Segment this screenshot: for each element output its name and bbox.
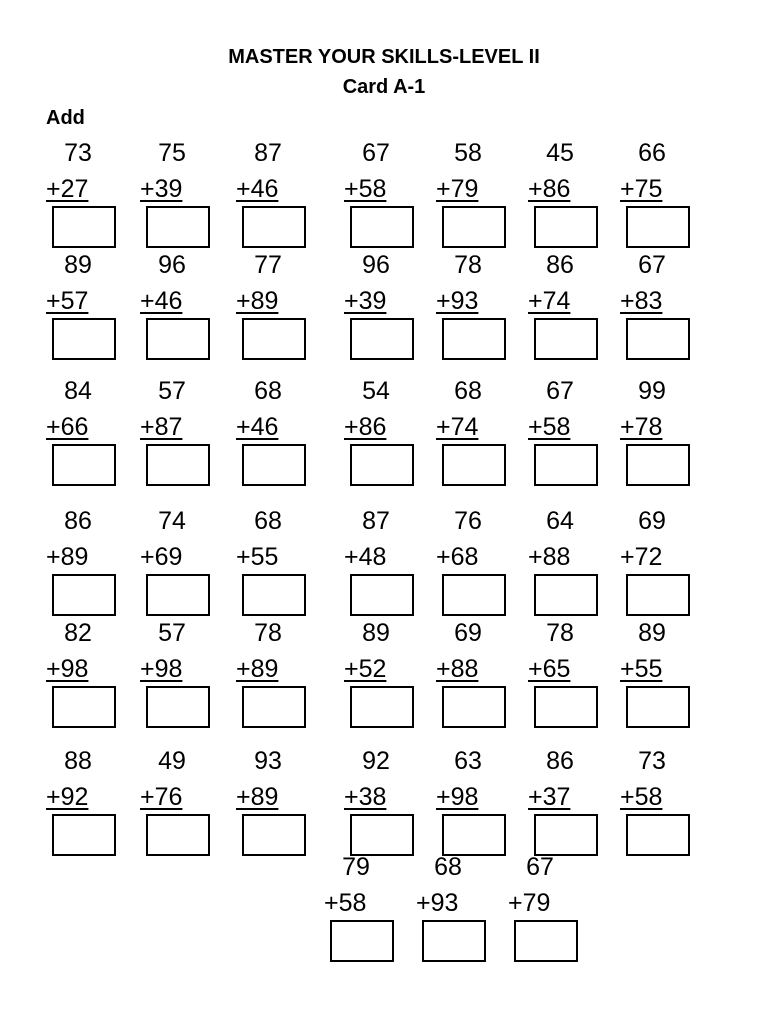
addition-problem [620, 746, 700, 876]
answer-box[interactable] [146, 444, 210, 486]
addition-problem [344, 138, 424, 268]
addition-problem [436, 506, 516, 636]
addition-problem [140, 138, 220, 268]
addition-problem [620, 138, 700, 268]
answer-box[interactable] [52, 686, 116, 728]
answer-box[interactable] [52, 318, 116, 360]
addend: +86 [528, 175, 571, 203]
answer-box[interactable] [242, 574, 306, 616]
top-number: 89 [638, 619, 666, 647]
top-number: 68 [254, 507, 282, 535]
answer-box[interactable] [350, 686, 414, 728]
addend: +93 [436, 287, 479, 315]
answer-box[interactable] [242, 444, 306, 486]
addition-problem [620, 618, 700, 748]
answer-box[interactable] [146, 206, 210, 248]
addition-problem [528, 618, 608, 748]
answer-box[interactable] [626, 206, 690, 248]
addition-problem [528, 138, 608, 268]
answer-box[interactable] [442, 444, 506, 486]
answer-box[interactable] [442, 206, 506, 248]
answer-box[interactable] [534, 686, 598, 728]
answer-box[interactable] [52, 444, 116, 486]
addend: +68 [436, 543, 479, 571]
addend: +52 [344, 655, 387, 683]
top-number: 67 [362, 139, 390, 167]
addition-problem [140, 506, 220, 636]
top-number: 82 [64, 619, 92, 647]
addend: +74 [436, 413, 479, 441]
addition-problem [528, 506, 608, 636]
addition-problem [528, 376, 608, 506]
addend: +48 [344, 543, 387, 571]
addition-problem [46, 506, 126, 636]
addition-problem [416, 852, 496, 982]
answer-box[interactable] [626, 318, 690, 360]
addend: +66 [46, 413, 89, 441]
addition-problem [620, 506, 700, 636]
top-number: 57 [158, 377, 186, 405]
addend: +98 [140, 655, 183, 683]
answer-box[interactable] [242, 686, 306, 728]
addition-problem [620, 376, 700, 506]
top-number: 77 [254, 251, 282, 279]
addend: +89 [236, 287, 279, 315]
addend: +58 [344, 175, 387, 203]
addend: +88 [436, 655, 479, 683]
answer-box[interactable] [350, 574, 414, 616]
answer-box[interactable] [146, 318, 210, 360]
answer-box[interactable] [242, 814, 306, 856]
addition-problem [324, 852, 404, 982]
top-number: 74 [158, 507, 186, 535]
answer-box[interactable] [626, 814, 690, 856]
addition-problem [436, 618, 516, 748]
top-number: 63 [454, 747, 482, 775]
addition-problem [436, 250, 516, 380]
answer-box[interactable] [626, 686, 690, 728]
page-title: MASTER YOUR SKILLS-LEVEL II [228, 46, 540, 68]
addition-problem [236, 618, 316, 748]
addend: +39 [140, 175, 183, 203]
top-number: 57 [158, 619, 186, 647]
top-number: 73 [638, 747, 666, 775]
addend: +88 [528, 543, 571, 571]
addition-problem [140, 618, 220, 748]
top-number: 86 [546, 251, 574, 279]
answer-box[interactable] [534, 814, 598, 856]
top-number: 79 [342, 853, 370, 881]
addition-problem [620, 250, 700, 380]
addition-problem [236, 376, 316, 506]
addend: +58 [620, 783, 663, 811]
addition-problem [46, 376, 126, 506]
addend: +46 [140, 287, 183, 315]
answer-box[interactable] [52, 206, 116, 248]
answer-box[interactable] [146, 686, 210, 728]
addend: +98 [46, 655, 89, 683]
addend: +83 [620, 287, 663, 315]
top-number: 69 [638, 507, 666, 535]
addend: +79 [508, 889, 551, 917]
answer-box[interactable] [350, 814, 414, 856]
addend: +89 [46, 543, 89, 571]
top-number: 86 [64, 507, 92, 535]
addend: +55 [620, 655, 663, 683]
addend: +92 [46, 783, 89, 811]
addend: +65 [528, 655, 571, 683]
top-number: 87 [362, 507, 390, 535]
top-number: 76 [454, 507, 482, 535]
answer-box[interactable] [146, 814, 210, 856]
addition-problem [46, 138, 126, 268]
addend: +58 [528, 413, 571, 441]
top-number: 66 [638, 139, 666, 167]
top-number: 68 [434, 853, 462, 881]
addition-problem [140, 746, 220, 876]
addend: +78 [620, 413, 663, 441]
top-number: 78 [254, 619, 282, 647]
addition-problem [436, 138, 516, 268]
top-number: 96 [362, 251, 390, 279]
top-number: 58 [454, 139, 482, 167]
addend: +79 [436, 175, 479, 203]
addition-problem [46, 746, 126, 876]
answer-box[interactable] [442, 814, 506, 856]
top-number: 86 [546, 747, 574, 775]
addend: +74 [528, 287, 571, 315]
top-number: 89 [362, 619, 390, 647]
addend: +55 [236, 543, 279, 571]
answer-box[interactable] [350, 318, 414, 360]
answer-box[interactable] [442, 574, 506, 616]
top-number: 68 [454, 377, 482, 405]
addend: +75 [620, 175, 663, 203]
addition-problem [528, 250, 608, 380]
addend: +98 [436, 783, 479, 811]
answer-box[interactable] [350, 206, 414, 248]
answer-box[interactable] [350, 444, 414, 486]
addition-problem [236, 506, 316, 636]
answer-box[interactable] [534, 444, 598, 486]
answer-box[interactable] [534, 318, 598, 360]
answer-box[interactable] [52, 574, 116, 616]
top-number: 78 [454, 251, 482, 279]
top-number: 68 [254, 377, 282, 405]
card-label: Card A-1 [342, 76, 426, 98]
top-number: 67 [638, 251, 666, 279]
addend: +76 [140, 783, 183, 811]
addition-problem [236, 250, 316, 380]
addition-problem [140, 376, 220, 506]
top-number: 99 [638, 377, 666, 405]
addend: +39 [344, 287, 387, 315]
addend: +37 [528, 783, 571, 811]
addition-problem [46, 250, 126, 380]
addition-problem [436, 376, 516, 506]
addend: +89 [236, 783, 279, 811]
addend: +46 [236, 175, 279, 203]
addend: +89 [236, 655, 279, 683]
top-number: 67 [526, 853, 554, 881]
answer-box[interactable] [626, 574, 690, 616]
addition-problem [344, 376, 424, 506]
answer-box[interactable] [442, 686, 506, 728]
top-number: 92 [362, 747, 390, 775]
top-number: 88 [64, 747, 92, 775]
addition-problem [236, 746, 316, 876]
addition-problem [344, 618, 424, 748]
top-number: 87 [254, 139, 282, 167]
addition-problem [344, 250, 424, 380]
addend: +93 [416, 889, 459, 917]
answer-box[interactable] [514, 920, 578, 962]
addend: +58 [324, 889, 367, 917]
top-number: 73 [64, 139, 92, 167]
answer-box[interactable] [330, 920, 394, 962]
addend: +57 [46, 287, 89, 315]
addend: +87 [140, 413, 183, 441]
addend: +27 [46, 175, 89, 203]
top-number: 75 [158, 139, 186, 167]
addition-problem [344, 506, 424, 636]
answer-box[interactable] [242, 318, 306, 360]
top-number: 64 [546, 507, 574, 535]
top-number: 96 [158, 251, 186, 279]
top-number: 89 [64, 251, 92, 279]
addition-problem [236, 138, 316, 268]
top-number: 67 [546, 377, 574, 405]
addend: +38 [344, 783, 387, 811]
top-number: 78 [546, 619, 574, 647]
answer-box[interactable] [534, 574, 598, 616]
addend: +46 [236, 413, 279, 441]
top-number: 93 [254, 747, 282, 775]
addend: +69 [140, 543, 183, 571]
answer-box[interactable] [242, 206, 306, 248]
answer-box[interactable] [422, 920, 486, 962]
addend: +86 [344, 413, 387, 441]
top-number: 45 [546, 139, 574, 167]
answer-box[interactable] [534, 206, 598, 248]
answer-box[interactable] [146, 574, 210, 616]
addition-problem [140, 250, 220, 380]
top-number: 84 [64, 377, 92, 405]
top-number: 49 [158, 747, 186, 775]
answer-box[interactable] [442, 318, 506, 360]
addend: +72 [620, 543, 663, 571]
top-number: 69 [454, 619, 482, 647]
addition-problem [508, 852, 588, 982]
addition-problem [46, 618, 126, 748]
answer-box[interactable] [52, 814, 116, 856]
top-number: 54 [362, 377, 390, 405]
answer-box[interactable] [626, 444, 690, 486]
instruction-label: Add [46, 107, 85, 129]
